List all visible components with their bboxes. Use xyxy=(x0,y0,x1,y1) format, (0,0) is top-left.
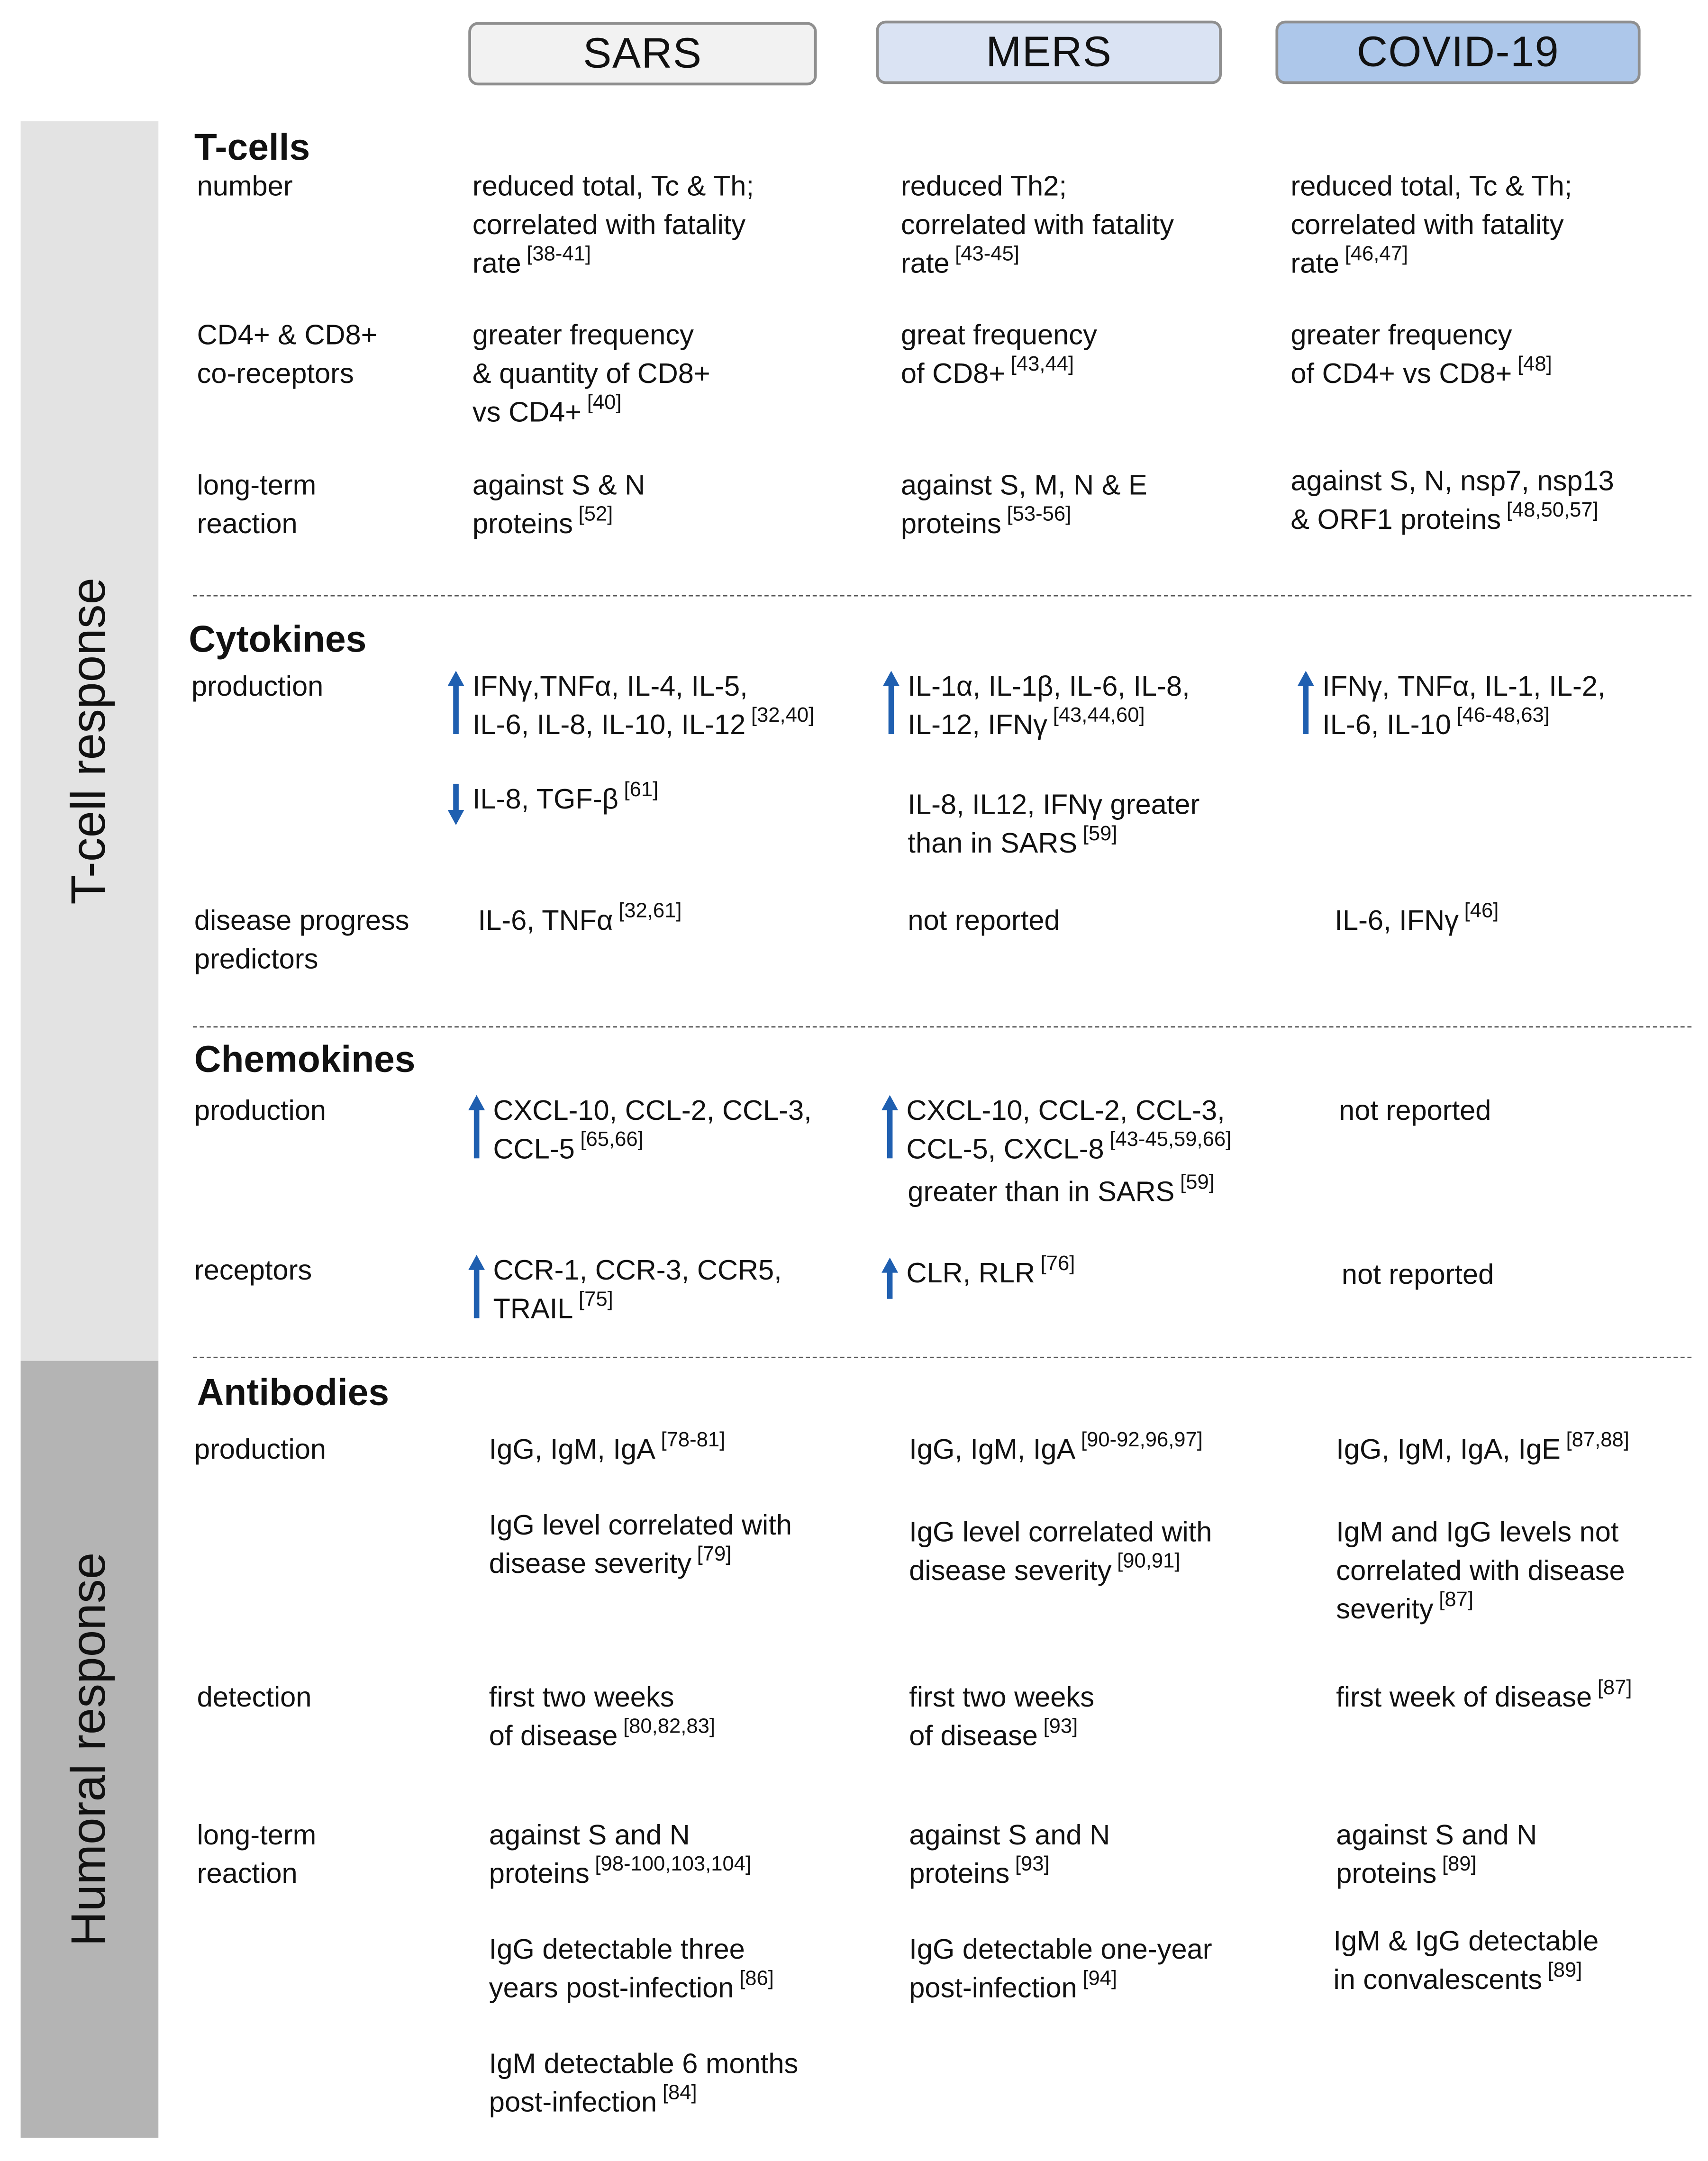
reference-citation: [61] xyxy=(624,778,659,802)
cell-entry xyxy=(472,778,659,819)
reference-citation: [43-45] xyxy=(955,242,1019,266)
entry-text: IgG, IgM, IgA, IgE xyxy=(1336,1434,1561,1466)
reference-citation: [53-56] xyxy=(1007,502,1072,527)
cell-entry xyxy=(489,1931,774,2008)
row-label: CD4+ & CD8+ co-receptors xyxy=(197,319,378,390)
entry-text: reduced total, Tc & Th; correlated with fatality rate xyxy=(1290,171,1572,280)
entry-text: CCR-1, CCR-3, CCR5, TRAIL xyxy=(493,1254,782,1326)
reference-citation: [48,50,57] xyxy=(1506,499,1599,522)
reference-citation: [52] xyxy=(578,502,613,527)
cell-entry xyxy=(1336,1514,1625,1629)
row-label: long-term reaction xyxy=(197,470,317,540)
entry-text: against S and N proteins xyxy=(909,1819,1110,1890)
section-heading: Antibodies xyxy=(197,1371,390,1414)
reference-citation: [59] xyxy=(1180,1171,1215,1194)
entry-text: IgG detectable three years post-infection xyxy=(489,1934,745,2004)
cell-entry xyxy=(493,1252,782,1329)
reference-citation: [65,66] xyxy=(580,1128,644,1152)
cell-entry xyxy=(472,668,814,745)
entry-text: IgM & IgG detectable in convalescents xyxy=(1333,1925,1599,1996)
cell-entry xyxy=(1336,1676,1632,1717)
humoral-response-band xyxy=(21,1361,159,2138)
entry-text: IFNγ,TNFα, IL-4, IL-5, IL-6, IL-8, IL-10, IL-12 xyxy=(472,671,748,741)
reference-citation: [43,44] xyxy=(1010,353,1074,376)
cell-entry xyxy=(489,2045,799,2123)
entry-text: IgG level correlated with disease severity xyxy=(909,1516,1212,1587)
entry-text: IgM detectable 6 months post-infection xyxy=(489,2048,799,2119)
cell-entry xyxy=(1290,168,1572,284)
cell-entry xyxy=(909,1514,1212,1591)
reference-citation: [76] xyxy=(1040,1252,1075,1276)
reference-citation: [46,47] xyxy=(1345,242,1408,266)
reference-citation: [79] xyxy=(697,1543,732,1566)
reference-citation: [40] xyxy=(587,391,622,415)
reference-citation: [89] xyxy=(1547,1959,1582,1982)
entry-text: reduced Th2; correlated with fatality rate xyxy=(900,171,1174,280)
entry-text: greater frequency of CD4+ vs CD8+ xyxy=(1290,319,1512,390)
entry-text: CXCL-10, CCL-2, CCL-3, CCL-5 xyxy=(493,1095,812,1165)
entry-text: not reported xyxy=(1341,1259,1494,1291)
arrow-up-icon xyxy=(467,1095,486,1159)
reference-citation: [86] xyxy=(739,1967,774,1990)
reference-citation: [98-100,103,104] xyxy=(595,1852,752,1876)
cell-entry xyxy=(489,1679,715,1756)
row-label: receptors xyxy=(194,1254,312,1287)
reference-citation: [89] xyxy=(1442,1852,1477,1876)
cell-entry xyxy=(1290,317,1552,394)
entry-text: CXCL-10, CCL-2, CCL-3, CCL-5, CXCL-8 xyxy=(906,1095,1225,1165)
cell-entry xyxy=(908,1173,1214,1212)
reference-citation: [46] xyxy=(1464,899,1499,923)
reference-citation: [46-48,63] xyxy=(1456,704,1550,727)
reference-citation: [87,88] xyxy=(1566,1428,1629,1452)
section-divider xyxy=(193,1026,1691,1027)
reference-citation: [48] xyxy=(1517,353,1552,376)
row-label: production xyxy=(194,1095,327,1127)
entry-text: IL-6, TNFα xyxy=(478,905,613,937)
tcell-response-band xyxy=(21,121,159,1361)
reference-citation: [32,40] xyxy=(751,704,815,727)
row-label: number xyxy=(197,171,293,203)
entry-text: not reported xyxy=(1339,1095,1491,1127)
entry-text: greater than in SARS xyxy=(908,1176,1175,1208)
entry-text: reduced total, Tc & Th; correlated with fatality rate xyxy=(472,171,754,280)
entry-text: IgM and IgG levels not correlated with disease severity xyxy=(1336,1516,1625,1625)
arrow-up-icon xyxy=(446,671,466,734)
cell-entry xyxy=(901,317,1097,394)
tcell-response-label: T-cell response xyxy=(62,577,116,905)
entry-text: IgG, IgM, IgA xyxy=(909,1434,1076,1466)
cell-entry xyxy=(1336,1428,1629,1470)
arrow-up-icon xyxy=(880,1095,899,1159)
section-heading: Cytokines xyxy=(189,618,367,660)
cell-entry xyxy=(909,1931,1212,2008)
cell-entry xyxy=(908,787,1199,864)
cell-entry xyxy=(906,1252,1075,1293)
cell-entry xyxy=(906,1092,1231,1170)
entry-text: IgG level correlated with disease severity xyxy=(489,1509,792,1580)
cell-entry xyxy=(472,168,754,284)
cell-entry xyxy=(1335,899,1499,941)
section-heading: T-cells xyxy=(194,127,310,168)
reference-citation: [87] xyxy=(1439,1588,1474,1612)
cell-entry xyxy=(908,902,1060,941)
row-label: disease progress predictors xyxy=(194,905,409,975)
row-label: long-term reaction xyxy=(197,1819,317,1890)
reference-citation: [32,61] xyxy=(618,899,682,923)
entry-text: IL-6, IFNγ xyxy=(1335,905,1459,937)
cell-entry xyxy=(489,1428,726,1470)
entry-text: against S and N proteins xyxy=(1336,1819,1537,1890)
cell-entry xyxy=(1339,1092,1491,1131)
reference-citation: [43,44,60] xyxy=(1053,704,1145,727)
cell-entry xyxy=(1333,1923,1599,2000)
entry-text: against S, M, N & E proteins xyxy=(900,470,1147,540)
entry-text: IL-8, IL12, IFNγ greater than in SARS xyxy=(908,789,1200,860)
reference-citation: [78-81] xyxy=(661,1428,726,1452)
reference-citation: [87] xyxy=(1597,1676,1632,1700)
cell-entry xyxy=(1290,463,1614,540)
cell-entry xyxy=(909,1817,1110,1894)
section-divider xyxy=(193,595,1691,597)
entry-text: against S and N proteins xyxy=(489,1819,690,1890)
reference-citation: [90,91] xyxy=(1117,1549,1181,1573)
entry-text: CLR, RLR xyxy=(906,1257,1036,1289)
cell-entry xyxy=(472,467,645,544)
cell-entry xyxy=(493,1092,812,1170)
arrow-up-icon xyxy=(1296,671,1316,734)
entry-text: first two weeks of disease xyxy=(489,1681,674,1752)
column-header-mers: MERS xyxy=(876,21,1222,84)
cell-entry xyxy=(489,1507,792,1584)
entry-text: first week of disease xyxy=(1336,1681,1592,1714)
cell-entry xyxy=(909,1679,1094,1756)
arrow-down-icon xyxy=(446,784,466,825)
row-label: detection xyxy=(197,1681,312,1714)
reference-citation: [93] xyxy=(1015,1852,1050,1876)
cell-entry xyxy=(1336,1817,1537,1894)
reference-citation: [59] xyxy=(1082,822,1117,846)
row-label: production xyxy=(191,671,324,703)
humoral-response-label: Humoral response xyxy=(62,1552,116,1946)
cell-entry xyxy=(472,317,710,432)
entry-text: IgG, IgM, IgA xyxy=(489,1434,655,1466)
reference-citation: [43-45,59,66] xyxy=(1109,1128,1232,1152)
arrow-up-icon xyxy=(880,1258,899,1299)
reference-citation: [90-92,96,97] xyxy=(1081,1428,1203,1452)
reference-citation: [94] xyxy=(1082,1967,1117,1990)
entry-text: not reported xyxy=(908,905,1060,937)
entry-text: IL-8, TGF-β xyxy=(472,783,618,816)
column-header-covid19: COVID-19 xyxy=(1275,21,1640,84)
section-heading: Chemokines xyxy=(194,1038,416,1080)
entry-text: great frequency of CD8+ xyxy=(900,319,1097,390)
cell-entry xyxy=(908,668,1190,745)
entry-text: IFNγ, TNFα, IL-1, IL-2, IL-6, IL-10 xyxy=(1322,671,1606,741)
column-header-sars: SARS xyxy=(468,22,817,86)
arrow-up-icon xyxy=(467,1255,486,1318)
reference-citation: [75] xyxy=(579,1288,613,1311)
cell-entry xyxy=(909,1428,1203,1470)
cell-entry xyxy=(1322,668,1605,745)
entry-text: IgG detectable one-year post-infection xyxy=(909,1934,1212,2004)
cell-entry xyxy=(478,899,682,941)
entry-text: IL-1α, IL-1β, IL-6, IL-8, IL-12, IFNγ xyxy=(908,671,1190,741)
entry-text: first two weeks of disease xyxy=(909,1681,1094,1752)
reference-citation: [93] xyxy=(1043,1715,1078,1739)
reference-citation: [84] xyxy=(662,2081,697,2105)
cell-entry xyxy=(901,168,1174,284)
entry-text: against S, N, nsp7, nsp13 & ORF1 proteins xyxy=(1290,465,1614,536)
cell-entry xyxy=(489,1817,751,1894)
cell-entry xyxy=(901,467,1147,544)
reference-citation: [80,82,83] xyxy=(623,1715,716,1739)
entry-text: against S & N proteins xyxy=(472,470,645,540)
entry-text: greater frequency & quantity of CD8+ vs CD4+ xyxy=(472,319,710,428)
cell-entry xyxy=(1342,1256,1494,1295)
row-label: production xyxy=(194,1434,327,1466)
reference-citation: [38-41] xyxy=(527,242,591,266)
section-divider xyxy=(193,1357,1691,1358)
arrow-up-icon xyxy=(881,671,901,734)
